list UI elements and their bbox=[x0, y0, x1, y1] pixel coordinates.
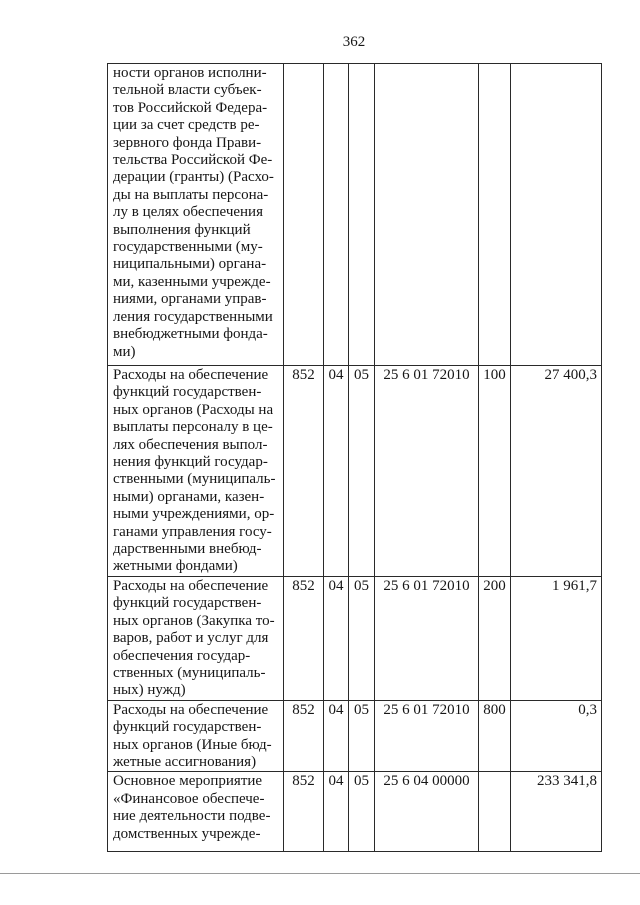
description-line: дерации (гранты) (Расхо- bbox=[113, 169, 274, 186]
amount-cell: 233 341,8 bbox=[511, 772, 602, 852]
section-cell bbox=[324, 64, 349, 366]
description-line: государственными (му- bbox=[113, 239, 263, 256]
page-number: 362 bbox=[342, 34, 366, 50]
expense-type-cell bbox=[479, 772, 511, 852]
description-cell bbox=[108, 700, 284, 772]
amount-cell: 0,3 bbox=[511, 700, 602, 772]
expense-type-cell: 100 bbox=[479, 366, 511, 577]
description-cell bbox=[108, 772, 284, 852]
description-line: ными) органами, казен- bbox=[113, 488, 265, 505]
description-line: ми, казенными учрежде- bbox=[113, 273, 271, 290]
description-line: ды на выплаты персона- bbox=[113, 186, 269, 203]
ministry-code-cell: 852 bbox=[284, 366, 324, 577]
section-cell: 04 bbox=[324, 366, 349, 577]
table-row bbox=[108, 366, 602, 577]
description-line: ственными (муниципаль- bbox=[113, 471, 276, 488]
subsection-cell: 05 bbox=[349, 366, 375, 577]
description-line: выполнения функций bbox=[113, 221, 251, 238]
amount-cell: 1 961,7 bbox=[511, 576, 602, 700]
budget-table bbox=[107, 63, 602, 852]
description-line: варов, работ и услуг для bbox=[113, 630, 269, 647]
description-line: функций государствен- bbox=[113, 384, 262, 401]
description-line: ции за счет средств ре- bbox=[113, 117, 260, 134]
subsection-cell bbox=[349, 64, 375, 366]
subsection-cell: 05 bbox=[349, 772, 375, 852]
description-line: ных органов (Закупка то- bbox=[113, 612, 275, 629]
section-cell: 04 bbox=[324, 576, 349, 700]
description-cell bbox=[108, 366, 284, 577]
description-line: Расходы на обеспечение bbox=[113, 367, 269, 383]
description-line: тельства Российской Фе- bbox=[113, 152, 273, 169]
page-bottom-rule bbox=[0, 873, 640, 874]
description-line: выплаты персоналу в це- bbox=[113, 419, 273, 436]
description-line: лу в целях обеспечения bbox=[113, 204, 263, 221]
description-cell bbox=[108, 576, 284, 700]
description-line: дарственными внебюд- bbox=[113, 541, 262, 558]
description-line: ления государственными bbox=[113, 308, 273, 325]
expense-type-cell bbox=[479, 64, 511, 366]
description-line: Основное мероприятие bbox=[113, 773, 263, 790]
table-row bbox=[108, 64, 602, 366]
expense-type-cell: 200 bbox=[479, 576, 511, 700]
target-article-cell bbox=[375, 64, 479, 366]
description-line: ными учреждениями, ор- bbox=[113, 506, 275, 523]
amount-cell: 27 400,3 bbox=[511, 366, 602, 577]
ministry-code-cell: 852 bbox=[284, 576, 324, 700]
target-article-cell: 25 6 01 72010 bbox=[375, 576, 479, 700]
description-line: тельной власти субъек- bbox=[113, 82, 262, 99]
table-row bbox=[108, 576, 602, 700]
description-cell bbox=[108, 64, 284, 366]
target-article-cell: 25 6 01 72010 bbox=[375, 366, 479, 577]
description-line: ми) bbox=[113, 343, 136, 360]
expense-type-cell: 800 bbox=[479, 700, 511, 772]
table-body bbox=[108, 64, 602, 852]
description-line: Расходы на обеспечение bbox=[113, 701, 269, 718]
description-line: ниями, органами управ- bbox=[113, 291, 267, 308]
description-line: лях обеспечения выпол- bbox=[113, 436, 268, 453]
table-row bbox=[108, 700, 602, 772]
description-line: ности органов исполни- bbox=[113, 65, 267, 81]
section-cell: 04 bbox=[324, 700, 349, 772]
description-line: «Финансовое обеспече- bbox=[113, 790, 265, 807]
description-line: ние деятельности подве- bbox=[113, 808, 271, 825]
description-line: Расходы на обеспечение bbox=[113, 577, 269, 594]
amount-cell bbox=[511, 64, 602, 366]
ministry-code-cell bbox=[284, 64, 324, 366]
description-line: жетными фондами) bbox=[113, 558, 238, 575]
description-line: тов Российской Федера- bbox=[113, 99, 268, 116]
description-line: жетные ассигнования) bbox=[113, 753, 257, 770]
target-article-cell: 25 6 04 00000 bbox=[375, 772, 479, 852]
description-line: ниципальными) органа- bbox=[113, 256, 267, 273]
subsection-cell: 05 bbox=[349, 576, 375, 700]
description-line: нения функций государ- bbox=[113, 454, 268, 471]
subsection-cell: 05 bbox=[349, 700, 375, 772]
description-line: ных) нужд) bbox=[113, 682, 186, 699]
ministry-code-cell: 852 bbox=[284, 700, 324, 772]
table-row bbox=[108, 772, 602, 852]
description-line: функций государствен- bbox=[113, 595, 262, 612]
description-line: функций государствен- bbox=[113, 719, 262, 736]
description-line: обеспечения государ- bbox=[113, 647, 251, 664]
description-line: ственных (муниципаль- bbox=[113, 664, 266, 681]
description-line: зервного фонда Прави- bbox=[113, 134, 262, 151]
description-line: внебюджетными фонда- bbox=[113, 326, 268, 343]
section-cell: 04 bbox=[324, 772, 349, 852]
description-line: ных органов (Расходы на bbox=[113, 401, 274, 418]
description-line: ганами управления госу- bbox=[113, 523, 272, 540]
ministry-code-cell: 852 bbox=[284, 772, 324, 852]
target-article-cell: 25 6 01 72010 bbox=[375, 700, 479, 772]
description-line: ных органов (Иные бюд- bbox=[113, 736, 272, 753]
description-line: домственных учрежде- bbox=[113, 825, 261, 842]
